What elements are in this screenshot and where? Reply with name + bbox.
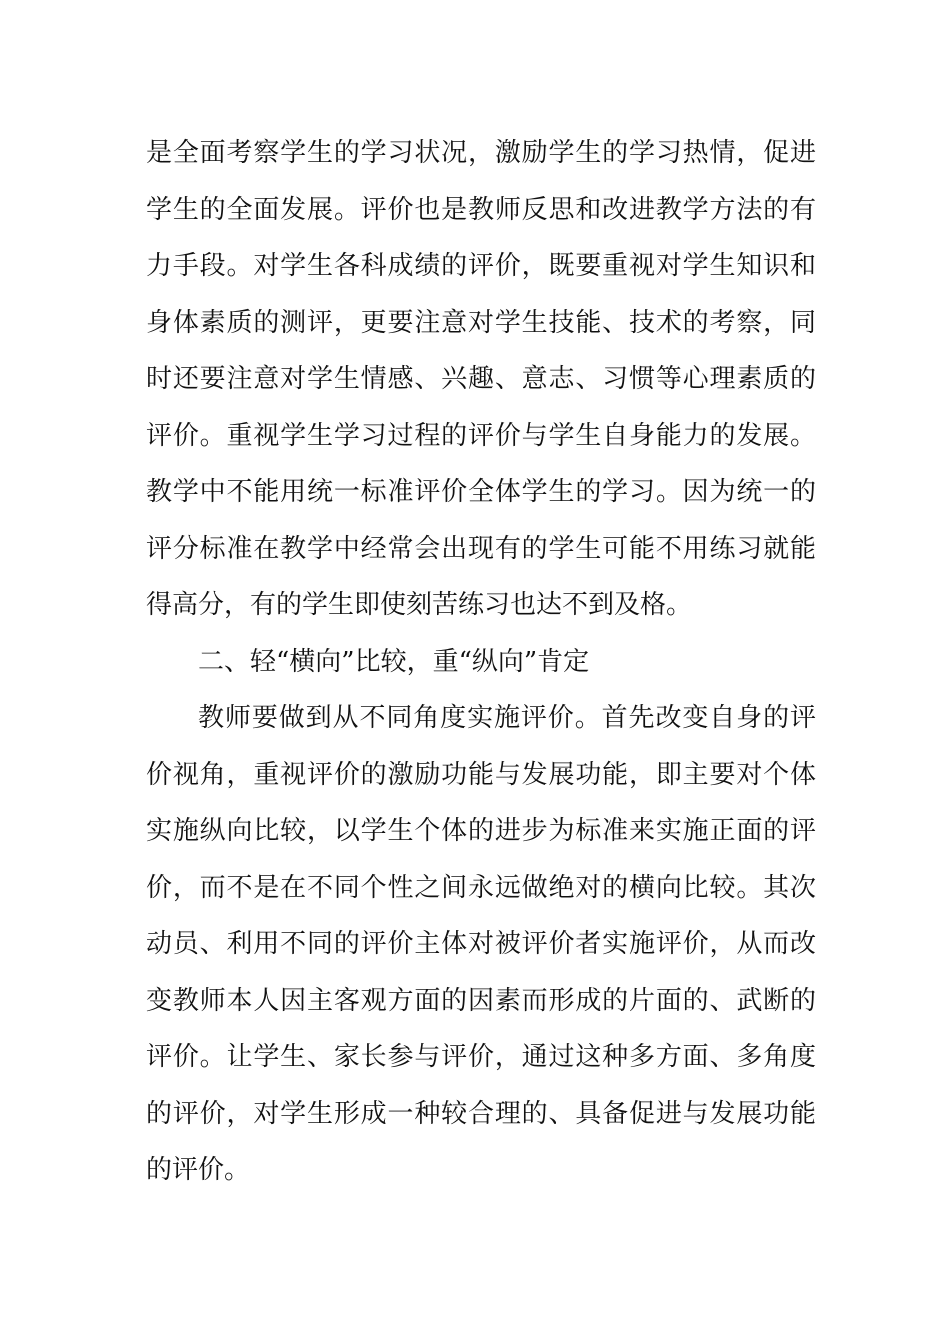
paragraph-1-line-4: 身体素质的测评，更要注意对学生技能、技术的考察，同 bbox=[146, 308, 816, 338]
paragraph-1-line-9: 得高分，有的学生即使刻苦练习也达不到及格。 bbox=[146, 590, 693, 620]
paragraph-1-line-6: 评价。重视学生学习过程的评价与学生自身能力的发展。 bbox=[146, 421, 816, 451]
paragraph-2-line-9: 的评价。 bbox=[146, 1155, 251, 1185]
paragraph-2-line-8: 的评价，对学生形成一种较合理的、具备促进与发展功能 bbox=[146, 1099, 816, 1129]
paragraph-2-line-7: 评价。让学生、家长参与评价，通过这种多方面、多角度 bbox=[146, 1042, 816, 1072]
paragraph-1-line-8: 评分标准在教学中经常会出现有的学生可能不用练习就能 bbox=[146, 534, 816, 564]
paragraph-1-line-2: 学生的全面发展。评价也是教师反思和改进教学方法的有 bbox=[146, 195, 816, 225]
paragraph-1-line-5: 时还要注意对学生情感、兴趣、意志、习惯等心理素质的 bbox=[146, 364, 816, 394]
paragraph-1-line-1: 是全面考察学生的学习状况，激励学生的学习热情，促进 bbox=[146, 138, 816, 168]
paragraph-2-line-6: 变教师本人因主客观方面的因素而形成的片面的、武断的 bbox=[146, 986, 816, 1016]
section-heading: 二、轻“横向”比较，重“纵向”肯定 bbox=[198, 647, 590, 677]
paragraph-1-line-7: 教学中不能用统一标准评价全体学生的学习。因为统一的 bbox=[146, 477, 816, 507]
paragraph-2-line-1: 教师要做到从不同角度实施评价。首先改变自身的评 bbox=[198, 703, 816, 733]
paragraph-2-line-5: 动员、利用不同的评价主体对被评价者实施评价，从而改 bbox=[146, 929, 816, 959]
paragraph-2-line-4: 价，而不是在不同个性之间永远做绝对的横向比较。其次 bbox=[146, 873, 816, 903]
paragraph-2-line-3: 实施纵向比较，以学生个体的进步为标准来实施正面的评 bbox=[146, 816, 816, 846]
paragraph-1-line-3: 力手段。对学生各科成绩的评价，既要重视对学生知识和 bbox=[146, 251, 816, 281]
paragraph-2-line-2: 价视角，重视评价的激励功能与发展功能，即主要对个体 bbox=[146, 760, 816, 790]
